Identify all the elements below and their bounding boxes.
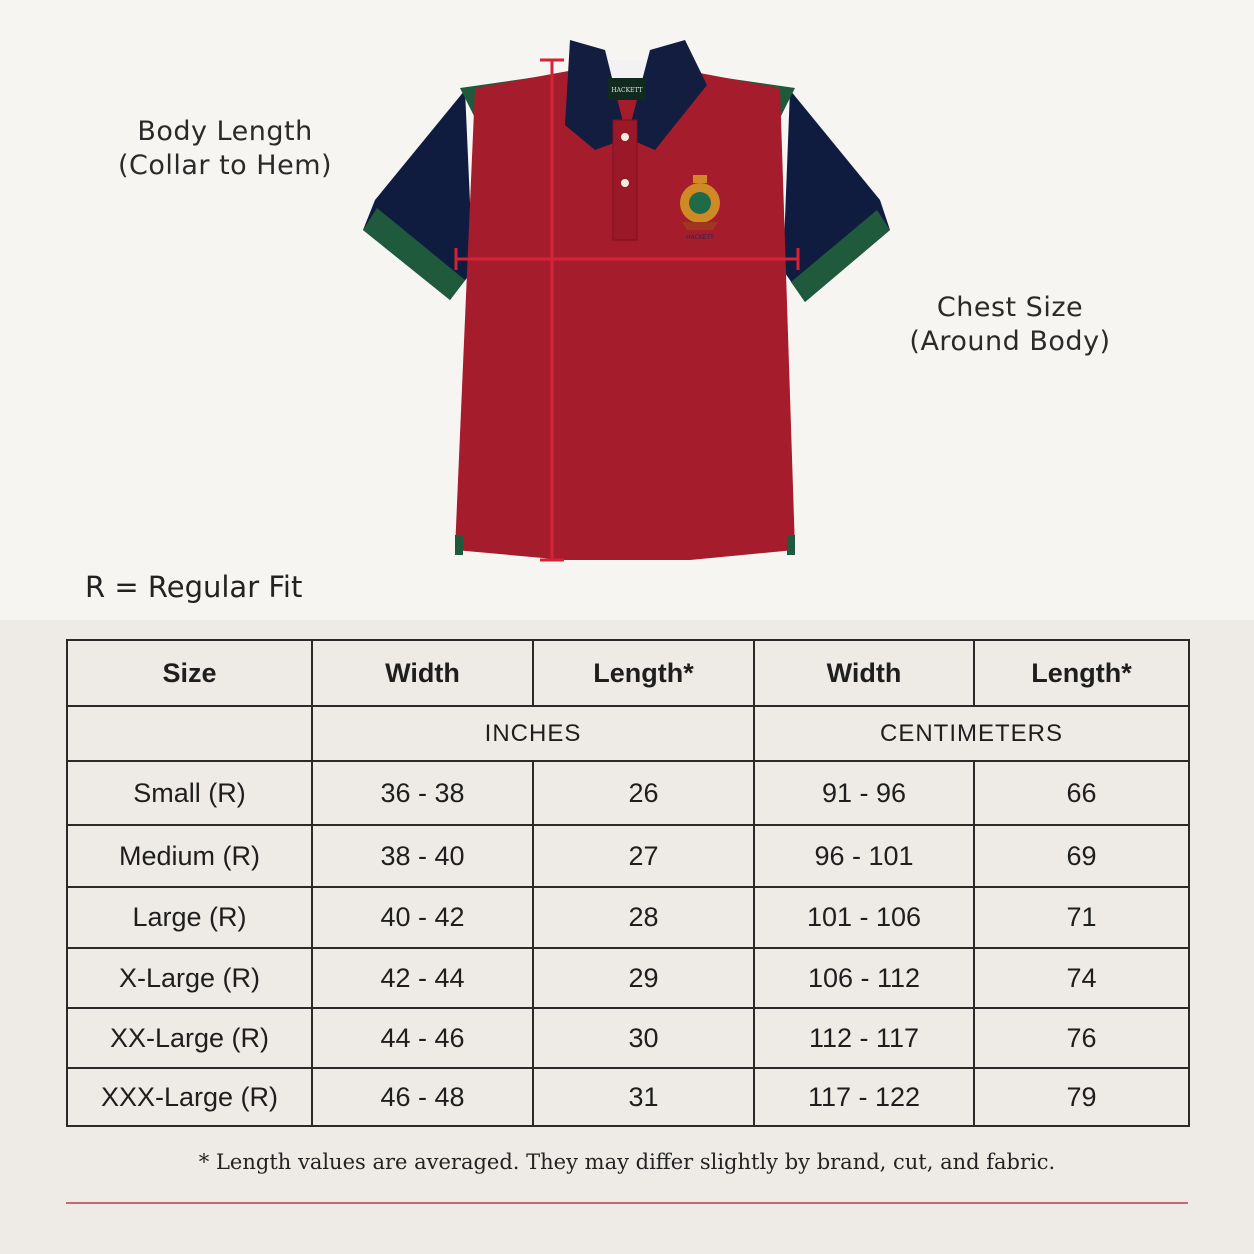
chest-size-label <box>880 291 1140 359</box>
table-row <box>67 887 1189 948</box>
chest-size-subtitle: (Around Body) <box>909 326 1111 357</box>
width-cm-cell: 91 - 96 <box>754 761 974 825</box>
size-cell: XX-Large (R) <box>67 1008 312 1068</box>
length-cm-cell: 79 <box>974 1068 1189 1126</box>
table-row <box>67 825 1189 887</box>
chest-size-title: Chest Size <box>936 292 1084 323</box>
table-header-row <box>67 640 1189 706</box>
length-inches-cell: 30 <box>533 1008 754 1068</box>
header-length-inches: Length* <box>533 640 754 706</box>
length-inches-cell: 31 <box>533 1068 754 1126</box>
length-inches-cell: 26 <box>533 761 754 825</box>
header-width-cm: Width <box>754 640 974 706</box>
length-inches-cell: 28 <box>533 887 754 948</box>
table-row <box>67 1008 1189 1068</box>
size-chart-table <box>66 639 1190 1127</box>
width-inches-cell: 46 - 48 <box>312 1068 533 1126</box>
width-cm-cell: 112 - 117 <box>754 1008 974 1068</box>
svg-text:HACKETT: HACKETT <box>611 87 643 94</box>
size-cell: Medium (R) <box>67 825 312 887</box>
table-row <box>67 761 1189 825</box>
length-footnote: * Length values are averaged. They may differ slightly by brand, cut, and fabric. <box>198 1150 1056 1174</box>
width-cm-cell: 101 - 106 <box>754 887 974 948</box>
table-unit-row <box>67 706 1189 761</box>
width-cm-cell: 96 - 101 <box>754 825 974 887</box>
table-row <box>67 1068 1189 1126</box>
unit-inches: INCHES <box>312 706 754 761</box>
width-cm-cell: 117 - 122 <box>754 1068 974 1126</box>
header-width-inches: Width <box>312 640 533 706</box>
table-row <box>67 948 1189 1008</box>
size-cell: XXX-Large (R) <box>67 1068 312 1126</box>
body-length-subtitle: (Collar to Hem) <box>117 150 333 181</box>
width-cm-cell: 106 - 112 <box>754 948 974 1008</box>
length-cm-cell: 76 <box>974 1008 1189 1068</box>
width-inches-cell: 40 - 42 <box>312 887 533 948</box>
body-length-title: Body Length <box>137 116 313 147</box>
header-size: Size <box>67 640 312 706</box>
header-length-cm: Length* <box>974 640 1189 706</box>
polo-shirt-illustration <box>355 30 900 570</box>
bottom-divider <box>66 1202 1188 1204</box>
left-hem-vent <box>455 535 463 555</box>
fit-legend-note: R = Regular Fit <box>85 570 303 604</box>
length-inches-cell: 27 <box>533 825 754 887</box>
placket-button-top <box>621 133 629 141</box>
width-inches-cell: 44 - 46 <box>312 1008 533 1068</box>
width-inches-cell: 36 - 38 <box>312 761 533 825</box>
length-cm-cell: 71 <box>974 887 1189 948</box>
length-cm-cell: 74 <box>974 948 1189 1008</box>
right-hem-vent <box>787 535 795 555</box>
body-length-label <box>90 115 360 183</box>
placket-button-bottom <box>621 179 629 187</box>
svg-text:HACKETT: HACKETT <box>686 234 714 241</box>
unit-blank-cell <box>67 706 312 761</box>
size-cell: X-Large (R) <box>67 948 312 1008</box>
unit-centimeters: CENTIMETERS <box>754 706 1189 761</box>
width-inches-cell: 38 - 40 <box>312 825 533 887</box>
width-inches-cell: 42 - 44 <box>312 948 533 1008</box>
size-cell: Small (R) <box>67 761 312 825</box>
length-cm-cell: 69 <box>974 825 1189 887</box>
length-inches-cell: 29 <box>533 948 754 1008</box>
length-cm-cell: 66 <box>974 761 1189 825</box>
size-cell: Large (R) <box>67 887 312 948</box>
